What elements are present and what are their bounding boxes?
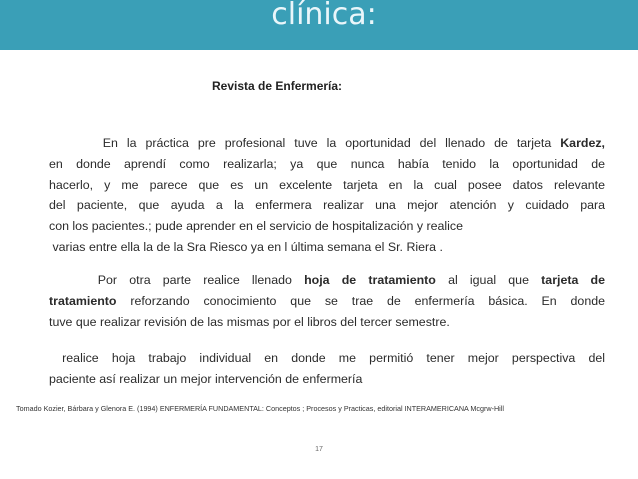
text-run: En la práctica pre profesional tuve la oportunidad del llenado de tarjeta	[102, 136, 552, 150]
reference-citation: Tomado Kozier, Bárbara y Glenora E. (1994) ENFERMERÍA FUNDAMENTAL: Conceptos ; Procesos y Practicas, editorial INTERAMERICANA Mcgrw-Hill	[16, 404, 504, 413]
paragraph-line	[49, 270, 605, 291]
paragraph-kardex	[49, 133, 605, 258]
paragraph-line: tuve que realizar revisión de las mismas por el libros del tercer semestre.	[49, 314, 450, 329]
bold-term: hoja de tratamiento	[304, 273, 436, 287]
paragraph-line: hacerlo, y me parece que es un excelente tarjeta en la cual posee datos relevante	[49, 177, 605, 192]
text-run: varias entre ella la de la Sra Riesco ya en l última semana el Sr. Riera .	[52, 239, 443, 254]
paragraph-tratamiento	[49, 270, 605, 332]
text-run: realice hoja trabajo individual en donde me permitió tener mejor perspectiva del	[62, 351, 605, 365]
paragraph-line: en donde aprendí como realizarla; ya que nunca había tenido la oportunidad de	[49, 156, 605, 171]
paragraph-line	[49, 237, 605, 258]
bold-term: tarjeta de	[541, 273, 606, 287]
bold-term: tratamiento	[49, 293, 117, 308]
paragraph-line: paciente así realizar un mejor intervención de enfermería	[49, 371, 363, 386]
paragraph-line	[49, 291, 605, 312]
section-subtitle: Revista de Enfermería:	[212, 79, 343, 93]
paragraph-line	[49, 348, 605, 369]
paragraph-line: con los pacientes.; pude aprender en el servicio de hospitalización y realice	[49, 219, 463, 234]
paragraph-line: del paciente, que ayuda a la enfermera realizar una mejor atención y cuidado para	[49, 198, 605, 213]
title-bar	[0, 0, 638, 50]
page-number: 17	[315, 446, 323, 453]
text-run: reforzando conocimiento que se trae de enfermería básica. En donde	[130, 293, 605, 308]
paragraph-line	[49, 133, 605, 154]
paragraph-hoja-trabajo	[49, 348, 605, 390]
slide-title: clínica:	[271, 0, 377, 32]
text-run: al igual que	[448, 273, 529, 287]
bold-term: Kardez,	[560, 136, 605, 150]
text-run: Por otra parte realice llenado	[97, 273, 292, 287]
